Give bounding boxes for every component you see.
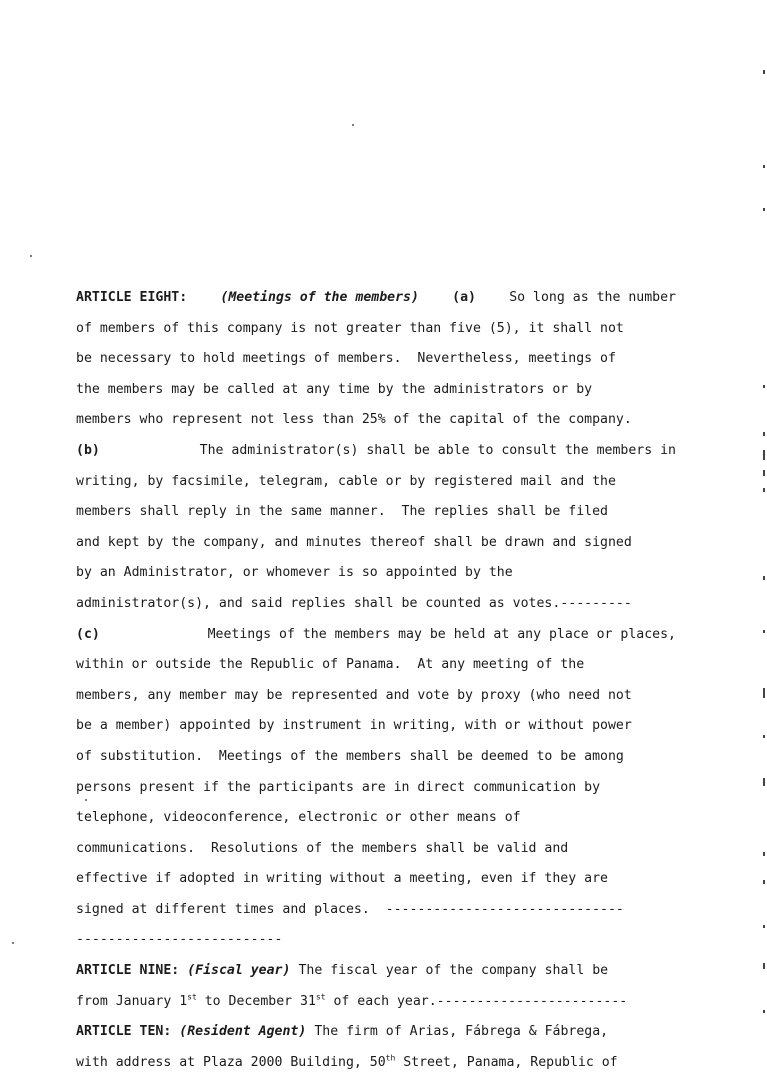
text-line-content: --------------------------: [76, 932, 283, 948]
text-fragment: of each year.------------------------: [325, 993, 628, 1009]
text-line: [76, 375, 676, 406]
article-nine-subtitle: (Fiscal year): [187, 963, 291, 979]
text-line-content: The firm of Arias, Fábrega & Fábrega,: [314, 1024, 609, 1040]
scan-speck: [30, 255, 32, 257]
article-nine-heading-line: [76, 956, 676, 987]
text-line: [76, 405, 676, 436]
text-line: [76, 497, 676, 528]
text-line-content: members, any member may be represented and vote by proxy (who need not: [76, 687, 632, 703]
text-line: [76, 314, 676, 345]
text-fragment: from January 1: [76, 993, 188, 1009]
text-line-content: be necessary to hold meetings of members. Nevertheless, meetings of: [76, 351, 616, 367]
text-line: [76, 711, 676, 742]
article-ten-heading-line: [76, 1017, 676, 1048]
text-line: [76, 344, 676, 375]
scan-speck: [12, 942, 14, 944]
clause-marker-b: (b): [76, 442, 100, 458]
scan-edge-mark: [763, 208, 765, 211]
text-line: [76, 864, 676, 895]
scan-edge-mark: [763, 688, 765, 698]
scan-edge-mark: [763, 735, 765, 738]
text-line-content: the members may be called at any time by the administrators or by: [76, 381, 593, 397]
text-line-content: Meetings of the members may be held at any place or places,: [207, 626, 676, 642]
article-eight-heading: ARTICLE EIGHT:: [76, 290, 188, 305]
text-line-content: [76, 1048, 618, 1079]
text-line: [76, 834, 676, 865]
article-eight-heading-line: [76, 283, 676, 314]
scan-edge-mark: [763, 852, 765, 856]
text-line-content: and kept by the company, and minutes thereof shall be drawn and signed: [76, 534, 632, 550]
scan-edge-mark: [763, 432, 765, 436]
text-line: So long as the number: [509, 290, 676, 305]
scan-edge-mark: [763, 963, 765, 969]
text-line-content: The fiscal year of the company shall be: [298, 963, 609, 979]
article-ten-subtitle: (Resident Agent): [179, 1024, 307, 1040]
text-line-content: communications. Resolutions of the members shall be valid and: [76, 840, 569, 856]
text-line: [76, 773, 676, 804]
scan-edge-mark: [763, 1010, 765, 1013]
text-line-content: of members of this company is not greater than five (5), it shall not: [76, 320, 624, 336]
scan-edge-mark: [763, 470, 765, 476]
article-ten-heading: ARTICLE TEN:: [76, 1024, 172, 1040]
text-line-content: persons present if the participants are in direct communication by: [76, 779, 601, 795]
text-line: [76, 742, 676, 773]
text-line: [76, 558, 676, 589]
scan-edge-mark: [763, 488, 765, 492]
clause-marker-a: (a): [452, 290, 476, 305]
superscript: st: [187, 992, 197, 1002]
text-line: [76, 681, 676, 712]
scan-edge-mark: [763, 576, 765, 580]
text-line: [76, 650, 676, 681]
text-line-content: effective if adopted in writing without a meeting, even if they are: [76, 871, 608, 887]
text-line-content: The administrator(s) shall be able to consult the members in: [199, 442, 676, 458]
scan-speck: [352, 124, 354, 126]
text-line: [76, 803, 676, 834]
text-line-content: within or outside the Republic of Panama. At any meeting of the: [76, 657, 585, 673]
scan-edge-mark: [763, 630, 765, 633]
text-line-content: of substitution. Meetings of the members shall be deemed to be among: [76, 748, 624, 764]
clause-b-line: [76, 436, 676, 467]
superscript: st: [315, 992, 326, 1002]
text-fragment: to December 31: [196, 993, 316, 1009]
scan-edge-mark: [763, 165, 765, 168]
text-fragment: Street, Panama, Republic of: [395, 1054, 618, 1070]
text-line-content: writing, by facsimile, telegram, cable or by registered mail and the: [76, 473, 616, 489]
scan-edge-mark: [763, 925, 765, 928]
text-line: [76, 987, 676, 1018]
text-line: [76, 467, 676, 498]
text-line-content: be a member) appointed by instrument in writing, with or without power: [76, 718, 632, 734]
text-line-content: [76, 987, 627, 1018]
clause-marker-c: (c): [76, 626, 100, 642]
scan-edge-mark: [763, 880, 765, 884]
superscript: th: [385, 1053, 396, 1063]
text-line-content: by an Administrator, or whomever is so appointed by the: [76, 565, 513, 581]
text-line-content: signed at different times and places. ------------------------------: [76, 901, 624, 917]
text-line: [76, 589, 676, 620]
article-eight-subtitle: (Meetings of the members): [220, 290, 419, 305]
text-fragment: with address at Plaza 2000 Building, 50: [76, 1054, 386, 1070]
article-text: [76, 283, 676, 1078]
text-line-content: members shall reply in the same manner. The replies shall be filed: [76, 504, 608, 520]
scan-edge-mark: [763, 385, 765, 388]
scan-edge-mark: [763, 70, 765, 74]
scan-edge-mark: [763, 450, 765, 460]
text-line-content: administrator(s), and said replies shall be counted as votes.---------: [76, 595, 632, 611]
article-nine-heading: ARTICLE NINE:: [76, 963, 180, 979]
scan-edge-mark: [763, 778, 765, 786]
text-line-content: telephone, videoconference, electronic or other means of: [76, 810, 521, 826]
text-line-content: members who represent not less than 25% of the capital of the company.: [76, 412, 632, 428]
text-line: [76, 925, 676, 956]
clause-c-line: [76, 620, 676, 651]
text-line: [76, 1048, 676, 1079]
text-line: [76, 528, 676, 559]
text-line: [76, 895, 676, 926]
